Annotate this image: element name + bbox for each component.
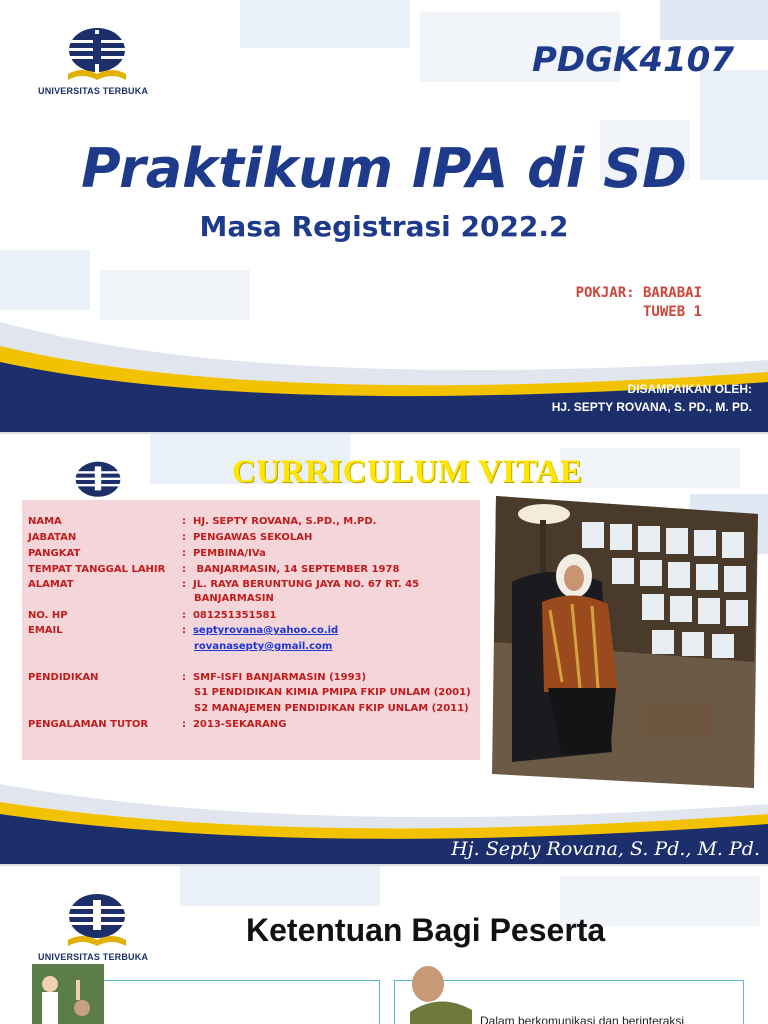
course-code: PDGK4107 — [531, 40, 734, 80]
rule-card-2-text: Dalam berkomunikasi dan berinteraksi — [480, 1014, 685, 1024]
cv-value: : septyrovana@yahoo.co.id — [182, 625, 339, 636]
universitas-terbuka-logo — [62, 26, 132, 86]
universitas-terbuka-logo — [68, 460, 128, 500]
cv-label: PANGKAT — [28, 548, 81, 559]
cv-label: EMAIL — [28, 625, 63, 636]
participant-photo — [400, 962, 472, 1024]
presenter-name: HJ. SEPTY ROVANA, S. PD., M. PD. — [551, 400, 752, 414]
pokjar-block — [576, 284, 702, 322]
cv-label: PENGALAMAN TUTOR — [28, 719, 149, 730]
cv-slide — [0, 434, 768, 864]
presented-by-label: DISAMPAIKAN OLEH: — [627, 382, 752, 396]
slide-title: Ketentuan Bagi Peserta — [246, 912, 606, 948]
cv-label: TEMPAT TANGGAL LAHIR — [28, 564, 166, 575]
cv-value: : JL. RAYA BERUNTUNG JAYA NO. 67 RT. 45 — [182, 579, 420, 590]
cv-value: : 2013-SEKARANG — [182, 719, 287, 730]
cv-value: : PENGAWAS SEKOLAH — [182, 532, 313, 543]
title-slide — [0, 0, 768, 432]
cv-label: JABATAN — [28, 532, 77, 543]
cv-label: NAMA — [28, 516, 62, 527]
logo-text: UNIVERSITAS TERBUKA — [38, 952, 149, 962]
slide-title: Praktikum IPA di SD — [81, 137, 687, 200]
cv-value: : 081251351581 — [182, 610, 277, 621]
cv-title: CURRICULUM VITAE — [232, 454, 583, 490]
cv-value: : HJ. SEPTY ROVANA, S.PD., M.PD. — [182, 516, 377, 527]
universitas-terbuka-logo — [62, 892, 132, 952]
rules-slide — [0, 866, 768, 1024]
cv-label: ALAMAT — [28, 579, 74, 590]
slide-subtitle: Masa Registrasi 2022.2 — [199, 210, 569, 243]
tuweb-label: TUWEB 1 — [642, 304, 702, 320]
cv-value: : BANJARMASIN, 14 SEPTEMBER 1978 — [182, 564, 400, 575]
presenter-signature: Hj. Septy Rovana, S. Pd., M. Pd. — [451, 838, 760, 860]
teacher-photo — [32, 964, 104, 1024]
cv-value: BANJARMASIN — [194, 593, 274, 604]
cv-label: NO. HP — [28, 610, 68, 621]
cv-value: : PEMBINA/IVa — [182, 548, 266, 559]
cv-details-box — [22, 500, 480, 760]
email-link[interactable]: rovanasepty@gmail.com — [194, 641, 333, 652]
cv-value: : SMF-ISFI BANJARMASIN (1993) — [182, 672, 367, 683]
cv-label: PENDIDIKAN — [28, 672, 99, 683]
cv-value: S1 PENDIDIKAN KIMIA PMIPA FKIP UNLAM (2001) — [194, 687, 471, 698]
email-link[interactable]: septyrovana@yahoo.co.id — [192, 625, 339, 636]
pokjar-label: POKJAR: BARABAI — [575, 285, 702, 301]
cv-value: S2 MANAJEMEN PENDIDIKAN FKIP UNLAM (2011) — [194, 703, 469, 714]
presenter-block — [552, 380, 752, 416]
cv-value — [194, 641, 332, 652]
logo-text: UNIVERSITAS TERBUKA — [38, 86, 149, 96]
presenter-photo — [492, 492, 758, 788]
